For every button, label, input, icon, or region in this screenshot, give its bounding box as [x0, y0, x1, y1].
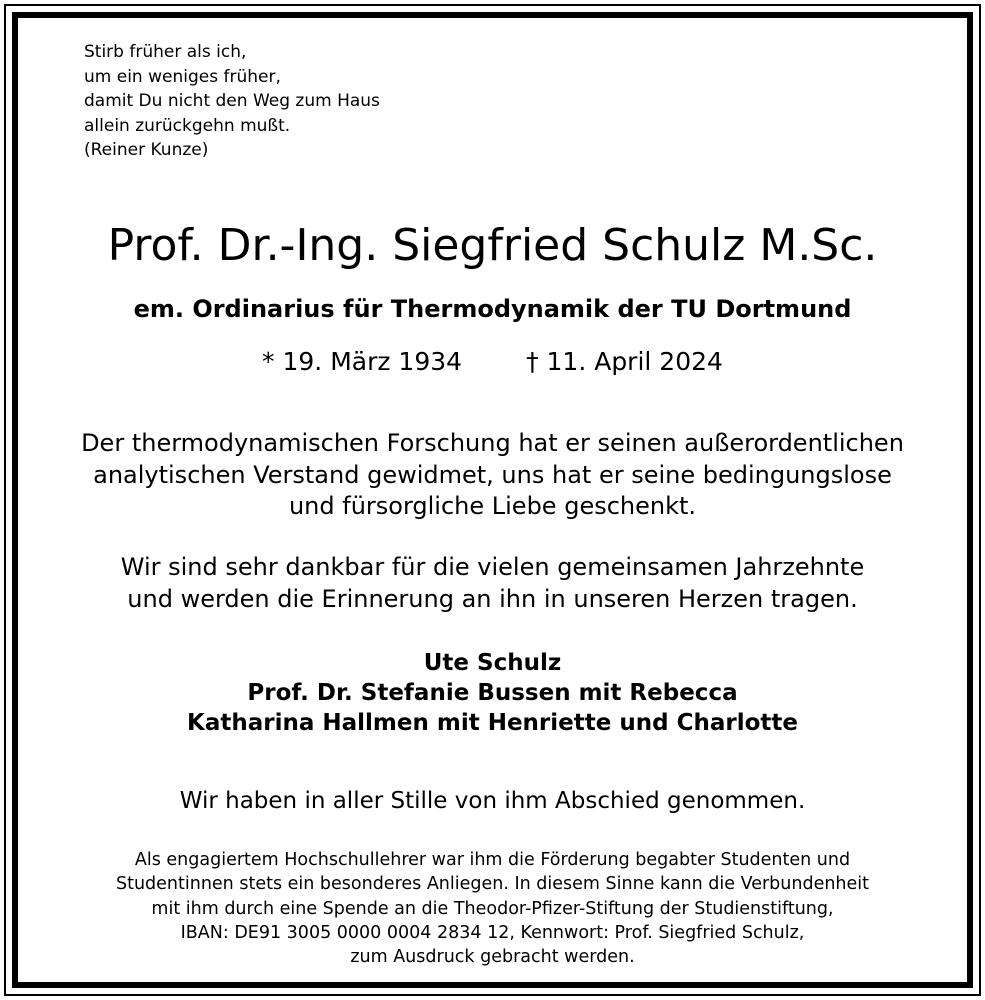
donation-notice	[0, 848, 985, 969]
life-dates	[0, 345, 985, 379]
tribute-paragraph-2	[0, 552, 985, 615]
poem-author: (Reiner Kunze)	[84, 140, 209, 160]
mourner-name: Ute Schulz	[423, 650, 562, 676]
poem-line: um ein weniges früher,	[84, 66, 281, 87]
text-line: und fürsorgliche Liebe geschenkt.	[288, 492, 697, 520]
text-line: analytischen Verstand gewidmet, uns hat er seine bedingungslose	[93, 460, 892, 489]
mourner-name: Katharina Hallmen mit Henriette und Charlotte	[187, 710, 798, 736]
poem-line: damit Du nicht den Weg zum Haus	[84, 91, 380, 111]
birth-date: * 19. März 1934	[262, 347, 463, 376]
text-line: IBAN: DE91 3005 0000 0004 2834 12, Kennwort: Prof. Siegfried Schulz,	[180, 922, 805, 943]
text-line: Der thermodynamischen Forschung hat er seinen außerordentlichen	[81, 429, 904, 457]
text-line: und werden die Erinnerung an ihn in unseren Herzen tragen.	[127, 584, 858, 613]
text-line: zum Ausdruck gebracht werden.	[350, 947, 635, 968]
mourner-name: Prof. Dr. Stefanie Bussen mit Rebecca	[247, 680, 738, 706]
deceased-title: em. Ordinarius für Thermodynamik der TU Dortmund	[133, 295, 852, 323]
text-line: Als engagiertem Hochschullehrer war ihm die Förderung begabter Studenten und	[134, 850, 851, 870]
poem-line: Stirb früher als ich,	[84, 42, 247, 62]
text-line: Studentinnen stets ein besonderes Anliegen. In diesem Sinne kann die Verbundenheit	[115, 874, 870, 895]
mourners-list	[0, 648, 985, 738]
farewell-statement: Wir haben in aller Stille von ihm Abschied genommen.	[179, 788, 806, 814]
death-date: † 11. April 2024	[526, 347, 723, 376]
deceased-name: Prof. Dr.-Ing. Siegfried Schulz M.Sc.	[107, 220, 878, 271]
text-line: mit ihm durch eine Spende an die Theodor-Pfizer-Stiftung der Studienstiftung,	[151, 898, 834, 919]
tribute-paragraph-1	[0, 428, 985, 523]
text-line: Wir sind sehr dankbar für die vielen gemeinsamen Jahrzehnte	[120, 553, 865, 581]
poem-quote	[84, 40, 380, 163]
poem-line: allein zurückgehn mußt.	[84, 115, 291, 136]
